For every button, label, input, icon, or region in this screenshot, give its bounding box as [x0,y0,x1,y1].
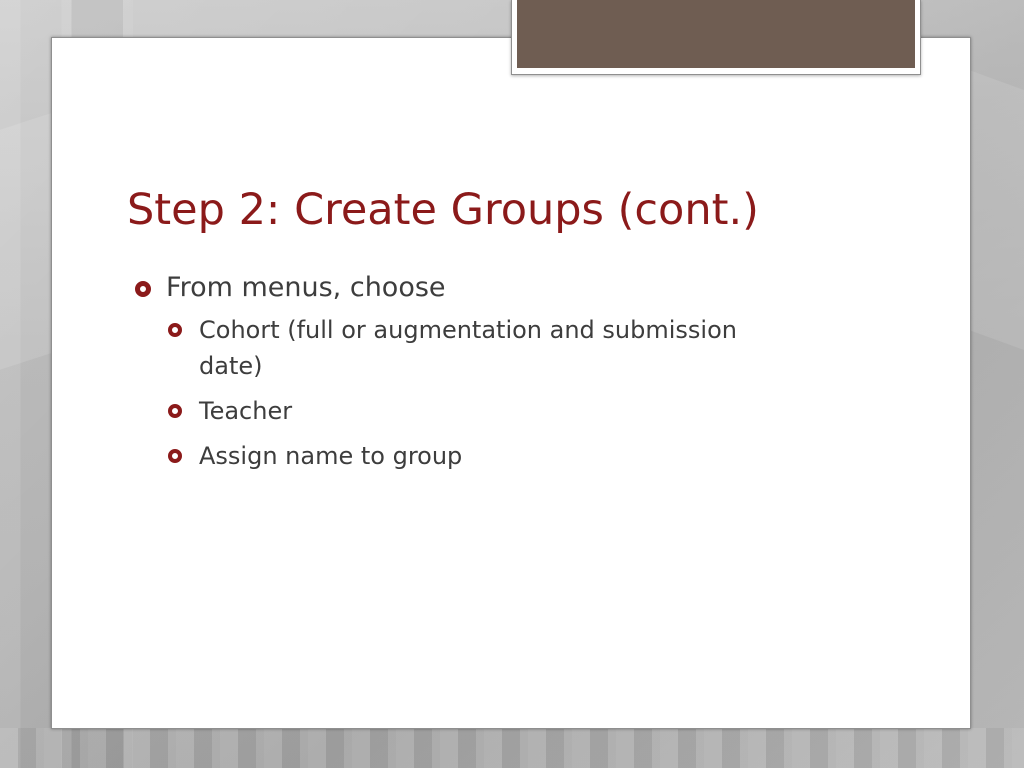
sub-bullet-text: Assign name to group [199,442,463,470]
bullet-text: From menus, choose [166,272,446,303]
brand-tab [511,0,921,75]
brand-tab-fill [517,0,915,68]
hollow-circle-bullet-icon [135,281,151,297]
sub-bullet-item [166,393,773,429]
hollow-circle-bullet-icon [168,449,182,463]
sub-bullet-list [166,312,773,474]
sub-bullet-item [166,438,773,474]
slide-title: Step 2: Create Groups (cont.) [127,185,759,235]
sub-bullet-text: Cohort (full or augmentation and submission date) [199,316,737,380]
sub-bullet-item [166,312,773,384]
background-stripes [0,728,1024,768]
hollow-circle-bullet-icon [168,323,182,337]
bullet-list [133,268,773,483]
hollow-circle-bullet-icon [168,404,182,418]
sub-bullet-text: Teacher [199,397,293,425]
bullet-item [133,268,773,474]
background-facet [969,70,1024,350]
